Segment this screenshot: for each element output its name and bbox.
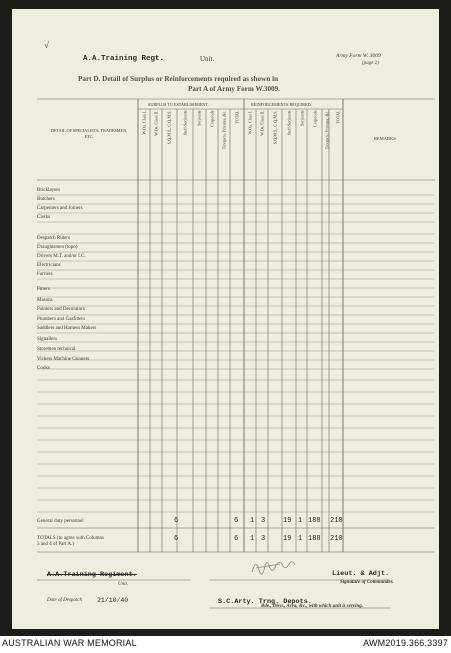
- row-label: Drivers M.T. and/or I.C.: [37, 254, 86, 259]
- col-header-total-surplus: TOTAL: [234, 110, 240, 124]
- row-label: Butchers: [37, 197, 55, 202]
- page-reference: (page 2): [362, 61, 379, 66]
- footer-unit-typed: A.A.Training Regiment.: [47, 571, 137, 579]
- tot-reinf-corporals: 19: [283, 535, 292, 543]
- row-label: Clerks: [37, 215, 51, 220]
- tot-reinf-corporals-extra: 1: [298, 535, 303, 543]
- row-label: Electricians: [37, 263, 61, 268]
- col-header-total-reinf: TOTAL: [335, 110, 341, 124]
- row-label: Bricklayers: [37, 188, 61, 193]
- row-label: Storemen technical: [37, 347, 76, 352]
- row-label: Cooks: [37, 366, 50, 371]
- row-label: Vickers Machine Gunners: [37, 357, 90, 362]
- gd-reinf-corporals-extra: 1: [298, 517, 303, 525]
- form-title-line2: Part A of Army Form W.3009.: [188, 85, 281, 93]
- gd-surplus-staffsjt: 6: [174, 517, 179, 525]
- col-header-sqms-surplus: S.Q.M.S., C.Q.M.S.: [166, 110, 172, 145]
- footer-unit-caption: Unit.: [118, 582, 129, 587]
- gd-reinf-wo2: 1: [250, 517, 255, 525]
- tot-surplus-staffsjt: 6: [174, 535, 179, 543]
- footer-depot-caption: Bde., Divn., Area, &c., with which unit is serving.: [261, 604, 364, 609]
- row-label: Farriers: [37, 272, 53, 277]
- footer-signature-caption: Signature of Commander.: [340, 580, 394, 585]
- footer-date-value: 21/10/40: [97, 597, 129, 604]
- footer-date-label: Date of Despatch: [47, 598, 82, 603]
- form-title-line1: Part D. Detail of Surplus or Reinforcements required as shown in: [78, 75, 279, 83]
- tot-reinf-wo2: 1: [250, 535, 255, 543]
- archive-caption-right: AWM2019.366.3397: [363, 638, 448, 648]
- row-label: Saddlers and Harness Makers: [37, 326, 97, 331]
- col-header-wo1-surplus: W.Os. Class I.: [141, 110, 147, 135]
- col-header-tpr-reinf: Troopers, Privates, &c.: [324, 110, 330, 150]
- reinforcements-header: REINFORCEMENTS REQUIRED.: [251, 102, 312, 107]
- remarks-header: REMARKS: [374, 136, 396, 141]
- col-header-wo2-surplus: W.Os. Class II.: [153, 110, 159, 136]
- totals-label-1: TOTALS (to agree with Columns: [37, 536, 104, 541]
- signature: [252, 562, 295, 574]
- footer-depot-typed: S.C.Arty. Trng. Depots.: [218, 598, 312, 606]
- gd-reinf-total: 210: [330, 517, 343, 525]
- general-duty-label: General duty personnel: [37, 519, 84, 524]
- row-label: Fitters: [37, 287, 50, 292]
- gd-reinf-corporals: 19: [283, 517, 292, 525]
- row-label: Plumbers and Gasfitters: [37, 317, 86, 322]
- form-reference: Army Form W. 3009: [336, 53, 381, 59]
- col-header-tpr-surplus: Troopers, Privates, &c.: [221, 110, 227, 150]
- col-header-staffsjt-surplus: Staff-Serjeants: [182, 110, 188, 136]
- gd-reinf-sqms: 3: [261, 517, 266, 525]
- unit-word: Unit.: [200, 55, 215, 63]
- tot-surplus-total: 6: [234, 535, 239, 543]
- col-header-cpl-reinf: Corporals: [312, 110, 318, 128]
- row-label: Carpenters and Joiners: [37, 206, 83, 211]
- col-header-staffsjt-reinf: Staff-Serjeants: [286, 110, 292, 136]
- row-label: Signallers: [37, 337, 57, 342]
- totals-label-2: 3 and 4 of Part A.): [37, 542, 74, 547]
- row-label: Draughtsmen (topo): [37, 245, 78, 250]
- unit-name-typed: A.A.Training Regt.: [83, 55, 165, 63]
- col-header-sjt-reinf: Serjeants: [299, 110, 305, 126]
- surplus-header: SURPLUS TO ESTABLISHMENT.: [148, 102, 209, 107]
- col-header-wo1-reinf: W.Os. Class I.: [247, 110, 253, 135]
- tot-reinf-total: 210: [330, 535, 343, 543]
- gd-surplus-total: 6: [234, 517, 239, 525]
- row-label: Despatch Riders: [37, 236, 70, 241]
- row-label: Masons: [37, 298, 53, 303]
- detail-header: DETAIL OF SPECIALISTS, TRADESMEN, ETC.: [50, 128, 128, 139]
- tot-reinf-sqms: 3: [261, 535, 266, 543]
- tot-reinf-troopers: 188: [308, 535, 321, 543]
- archive-caption-left: AUSTRALIAN WAR MEMORIAL: [2, 638, 137, 648]
- row-label: Painters and Decorators: [37, 307, 85, 312]
- col-header-cpl-surplus: Corporals: [209, 110, 215, 128]
- footer-rank-typed: Lieut. & Adjt.: [332, 570, 390, 578]
- tick-mark: √: [44, 40, 49, 50]
- col-header-sqms-reinf: S.Q.M.S., C.Q.M.S.: [272, 110, 278, 145]
- col-header-wo2-reinf: W.Os. Class II.: [259, 110, 265, 136]
- gd-reinf-troopers: 188: [308, 517, 321, 525]
- col-header-sjt-surplus: Serjeants: [196, 110, 202, 126]
